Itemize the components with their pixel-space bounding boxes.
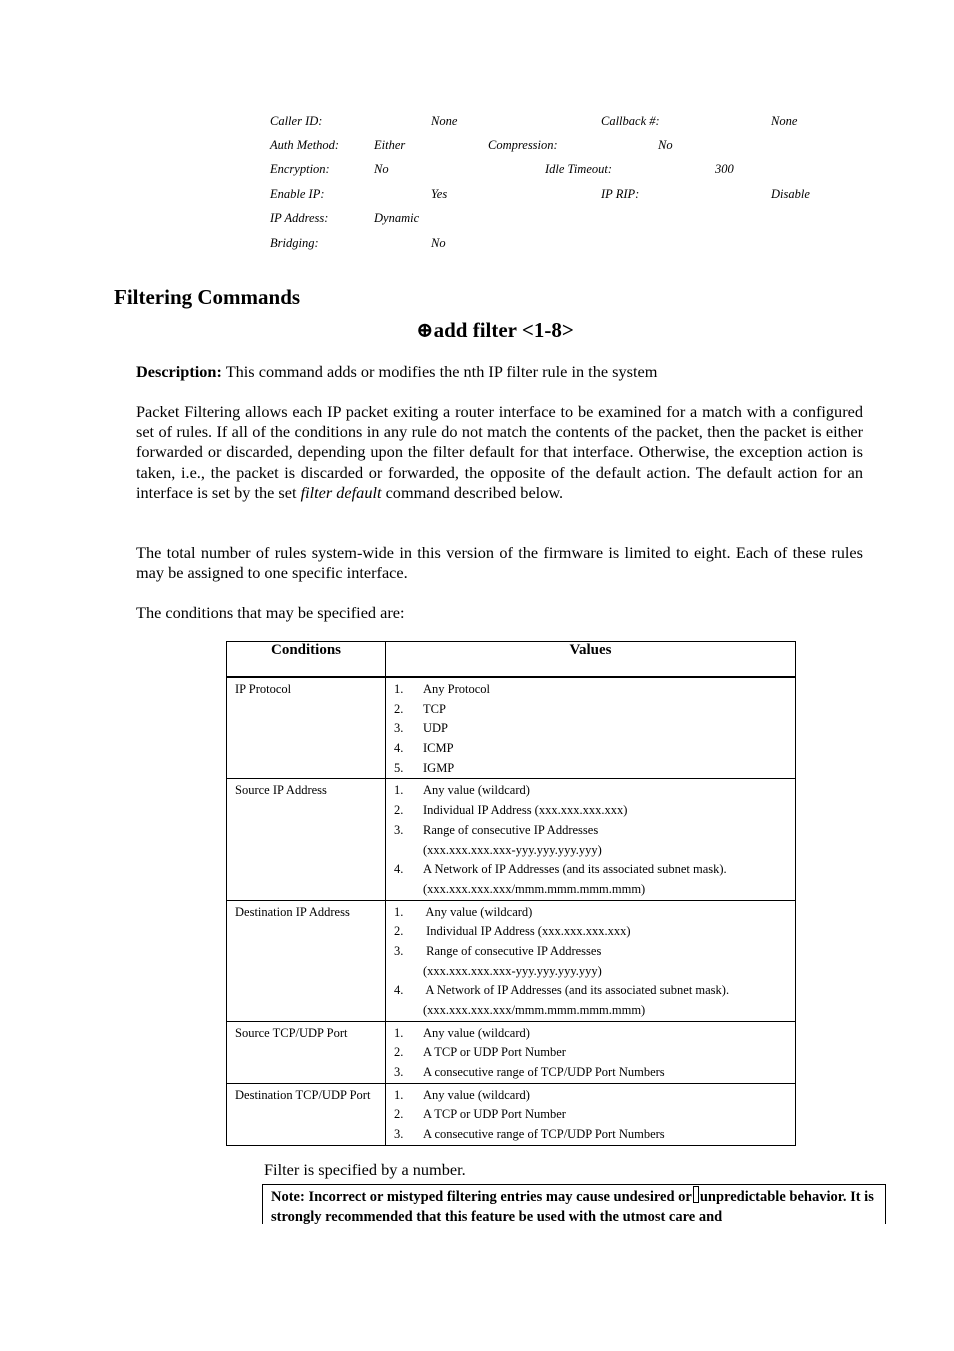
table-row bbox=[227, 677, 796, 779]
callback-label: Callback #: bbox=[601, 114, 660, 128]
value-number: 3. bbox=[394, 1127, 404, 1142]
value-number: 4. bbox=[394, 862, 404, 877]
compression-label: Compression: bbox=[488, 138, 558, 152]
values-cell bbox=[386, 779, 796, 900]
ip-address-value: Dynamic bbox=[374, 211, 420, 225]
auth-method-label: Auth Method: bbox=[270, 138, 340, 152]
value-number: 3. bbox=[394, 822, 404, 837]
value-number: 1. bbox=[394, 1087, 404, 1102]
value-number: 4. bbox=[394, 741, 404, 756]
values-cell bbox=[386, 1083, 796, 1145]
value-number: 3. bbox=[394, 943, 404, 958]
value-number: 5. bbox=[394, 760, 404, 775]
enable-ip-label: Enable IP: bbox=[270, 187, 325, 201]
value-text: A consecutive range of TCP/UDP Port Numbers bbox=[423, 1127, 665, 1142]
condition-cell: Source TCP/UDP Port bbox=[227, 1021, 386, 1083]
value-number: 3. bbox=[394, 1065, 404, 1080]
caller-id-value: None bbox=[431, 114, 458, 128]
header-values: Values bbox=[386, 642, 796, 678]
value-text: ICMP bbox=[423, 741, 454, 756]
section-title: Filtering Commands bbox=[114, 285, 301, 309]
table-row bbox=[227, 1083, 796, 1145]
value-item bbox=[394, 821, 795, 841]
value-item bbox=[394, 880, 795, 900]
table-row bbox=[227, 1021, 796, 1083]
value-text: A Network of IP Addresses (and its associated subnet mask). bbox=[423, 862, 727, 877]
value-text: Range of consecutive IP Addresses bbox=[423, 822, 599, 837]
value-number: 1. bbox=[394, 904, 404, 919]
enable-ip-value: Yes bbox=[431, 187, 448, 201]
values-cell bbox=[386, 1021, 796, 1083]
ip-rip-value: Disable bbox=[771, 187, 810, 201]
encryption-value: No bbox=[374, 162, 389, 176]
caller-id-label: Caller ID: bbox=[270, 114, 323, 128]
encryption-label: Encryption: bbox=[270, 162, 330, 176]
value-number: 4. bbox=[394, 983, 404, 998]
value-number: 2. bbox=[394, 701, 404, 716]
description-label: Description: bbox=[136, 362, 222, 381]
value-text: Individual IP Address (xxx.xxx.xxx.xxx) bbox=[423, 803, 628, 818]
para1-italic: filter default bbox=[300, 482, 382, 502]
header-conditions: Conditions bbox=[227, 642, 386, 678]
conditions-table-body bbox=[227, 677, 796, 1145]
paragraph-packet-filtering bbox=[136, 402, 863, 503]
value-number: 1. bbox=[394, 682, 404, 696]
value-item bbox=[394, 801, 795, 821]
value-text: (xxx.xxx.xxx.xxx-yyy.yyy.yyy.yyy) bbox=[423, 842, 602, 857]
condition-cell: Destination TCP/UDP Port bbox=[227, 1083, 386, 1145]
table-row bbox=[227, 779, 796, 900]
filter-spec-text: Filter is specified by a number. bbox=[264, 1160, 466, 1179]
value-item bbox=[394, 942, 795, 962]
value-text: TCP bbox=[423, 701, 446, 716]
value-item bbox=[394, 860, 795, 880]
command-title: ⊕add filter <1-8> bbox=[416, 318, 574, 342]
value-item bbox=[394, 739, 795, 759]
value-text: Any value (wildcard) bbox=[423, 1025, 530, 1040]
note-text-a: Note: Incorrect or mistyped filtering entries may cause undesired or bbox=[271, 1189, 692, 1205]
value-number: 2. bbox=[394, 1045, 404, 1060]
value-number: 2. bbox=[394, 1107, 404, 1122]
value-text: (xxx.xxx.xxx.xxx/mmm.mmm.mmm.mmm) bbox=[423, 881, 646, 896]
value-number: 3. bbox=[394, 721, 404, 736]
value-item bbox=[394, 1001, 795, 1021]
value-text: Range of consecutive IP Addresses bbox=[423, 943, 602, 958]
value-item bbox=[394, 841, 795, 861]
value-item bbox=[394, 700, 795, 720]
bridging-value: No bbox=[431, 236, 446, 250]
value-text: Any value (wildcard) bbox=[423, 1087, 530, 1102]
para1-text-a: Packet Filtering allows each IP packet exiting a router interface to be examined for a match with a configured set of rules. If all of the conditions in any rule do not match the contents of the packet, then the packet is either forwarded or discarded, depending upon the filter default for that interface. Otherwise, the exception action is taken, i.e., the packet is discarded or forwarded, the opposite of the default action. The default action for an interface is set by the set bbox=[136, 402, 863, 502]
value-text: (xxx.xxx.xxx.xxx-yyy.yyy.yyy.yyy) bbox=[423, 963, 602, 978]
value-text: Any Protocol bbox=[423, 682, 491, 696]
value-text: A consecutive range of TCP/UDP Port Numbers bbox=[423, 1065, 665, 1080]
value-item bbox=[394, 1063, 795, 1083]
value-item bbox=[394, 1024, 795, 1044]
auth-method-value: Either bbox=[374, 138, 406, 152]
value-item bbox=[394, 1086, 795, 1106]
value-item bbox=[394, 962, 795, 982]
bridging-label: Bridging: bbox=[270, 236, 319, 250]
value-text: (xxx.xxx.xxx.xxx/mmm.mmm.mmm.mmm) bbox=[423, 1003, 646, 1017]
ip-address-label: IP Address: bbox=[270, 211, 329, 225]
value-number: 2. bbox=[394, 803, 404, 818]
idle-timeout-value: 300 bbox=[715, 162, 734, 176]
para1-text-b: command described below. bbox=[381, 482, 564, 502]
values-cell bbox=[386, 677, 796, 779]
value-item bbox=[394, 922, 795, 942]
condition-cell: Destination IP Address bbox=[227, 900, 386, 1021]
value-item bbox=[394, 680, 795, 700]
note-text-b: unpredictable behavior. It is strongly recommended that this feature be used with the utmost care and bbox=[271, 1189, 874, 1225]
value-item bbox=[394, 719, 795, 739]
idle-timeout-label: Idle Timeout: bbox=[545, 162, 613, 176]
callback-value: None bbox=[771, 114, 798, 128]
value-text: Any value (wildcard) bbox=[423, 783, 530, 798]
paragraph-rule-limit: The total number of rules system-wide in this version of the firmware is limited to eight. Each of these rules may be assigned to one specific interface. bbox=[136, 543, 863, 583]
value-item bbox=[394, 981, 795, 1001]
conditions-table bbox=[226, 641, 796, 1146]
paragraph-conditions-intro: The conditions that may be specified are: bbox=[136, 603, 405, 622]
condition-cell: IP Protocol bbox=[227, 677, 386, 779]
value-item bbox=[394, 781, 795, 801]
value-text: A TCP or UDP Port Number bbox=[423, 1107, 566, 1122]
value-text: A TCP or UDP Port Number bbox=[423, 1045, 566, 1060]
value-text: A Network of IP Addresses (and its associated subnet mask). bbox=[423, 983, 730, 998]
value-number: 1. bbox=[394, 783, 404, 798]
table-row bbox=[227, 900, 796, 1021]
condition-cell: Source IP Address bbox=[227, 779, 386, 900]
note-box bbox=[262, 1184, 886, 1224]
value-item bbox=[394, 1125, 795, 1145]
compression-value: No bbox=[658, 138, 673, 152]
value-text: IGMP bbox=[423, 760, 455, 775]
value-item bbox=[394, 759, 795, 779]
value-text: Individual IP Address (xxx.xxx.xxx.xxx) bbox=[423, 924, 631, 939]
description-text: This command adds or modifies the nth IP filter rule in the system bbox=[221, 362, 658, 381]
description bbox=[136, 362, 863, 382]
value-text: Any value (wildcard) bbox=[423, 904, 533, 919]
value-number: 1. bbox=[394, 1025, 404, 1040]
value-item bbox=[394, 1043, 795, 1063]
ip-rip-label: IP RIP: bbox=[601, 187, 640, 201]
value-item bbox=[394, 903, 795, 923]
value-item bbox=[394, 1105, 795, 1125]
value-text: UDP bbox=[423, 721, 449, 736]
value-number: 2. bbox=[394, 924, 404, 939]
values-cell bbox=[386, 900, 796, 1021]
text-cursor-icon bbox=[693, 1186, 699, 1203]
